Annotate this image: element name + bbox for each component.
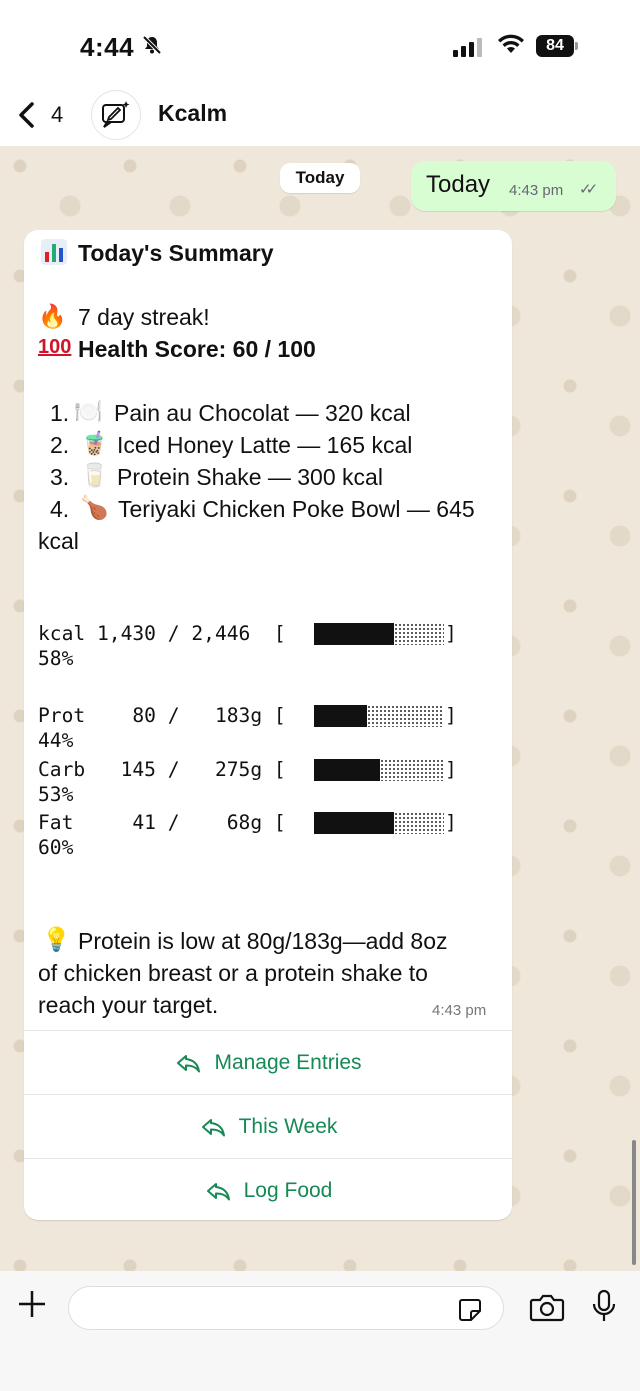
unread-count[interactable]: 4 xyxy=(51,102,64,127)
nutrient-line-kcal: kcal 1,430 / 2,446 [ xyxy=(38,622,286,645)
progress-bar-carb xyxy=(314,759,444,781)
bell-muted-icon xyxy=(141,34,163,62)
list-item-number: 1. xyxy=(50,400,70,426)
tip-text-line: reach your target. xyxy=(38,992,219,1018)
reply-arrow-icon xyxy=(174,1049,202,1077)
milk-glass-icon: 🥛 xyxy=(80,462,109,488)
progress-bar-kcal xyxy=(314,623,444,645)
incoming-summary-message[interactable] xyxy=(24,230,512,1220)
this-week-label: This Week xyxy=(238,1115,338,1138)
tip-text-line: Protein is low at 80g/183g—add 8oz xyxy=(78,928,448,954)
bubble-tea-icon: 🧋 xyxy=(80,430,109,456)
outgoing-message-text: Today xyxy=(426,171,491,198)
back-chevron-icon[interactable] xyxy=(16,98,38,141)
avatar[interactable] xyxy=(91,90,141,140)
wifi-icon xyxy=(497,33,525,60)
summary-title: Today's Summary xyxy=(78,240,274,266)
read-receipt-icon: ✓✓ xyxy=(579,181,593,198)
cellular-signal-icon xyxy=(453,37,482,57)
food-item: Pain au Chocolat — 320 kcal xyxy=(114,400,411,426)
outgoing-message-time: 4:43 pm xyxy=(509,182,564,199)
percent-fat: 60% xyxy=(38,836,74,859)
hundred-points-icon: 100 xyxy=(38,336,72,358)
progress-bar-fat xyxy=(314,812,444,834)
log-food-label: Log Food xyxy=(243,1179,333,1202)
fire-icon: 🔥 xyxy=(38,303,67,329)
battery-tip xyxy=(575,42,578,50)
message-composer xyxy=(0,1271,640,1391)
bar-close: ] xyxy=(445,704,457,727)
list-item-number: 3. xyxy=(50,464,70,490)
date-separator: Today xyxy=(280,163,360,193)
light-bulb-icon: 💡 xyxy=(42,926,71,952)
this-week-button[interactable] xyxy=(24,1095,512,1159)
battery-icon: 84 xyxy=(536,35,574,57)
tip-text-line: of chicken breast or a protein shake to xyxy=(38,960,428,986)
chicken-leg-icon: 🍗 xyxy=(80,494,109,520)
food-item: Protein Shake — 300 kcal xyxy=(117,464,383,490)
manage-entries-label: Manage Entries xyxy=(214,1051,362,1074)
nutrient-line-protein: Prot 80 / 183g [ xyxy=(38,704,286,727)
health-score: Health Score: 60 / 100 xyxy=(78,336,316,362)
chat-title[interactable]: Kcalm xyxy=(158,100,228,126)
food-item: Iced Honey Latte — 165 kcal xyxy=(117,432,413,458)
list-item-number: 2. xyxy=(50,432,70,458)
plus-icon[interactable] xyxy=(16,1285,48,1330)
percent-carb: 53% xyxy=(38,783,74,806)
scrollbar[interactable] xyxy=(632,1140,636,1265)
reply-arrow-icon xyxy=(199,1113,227,1141)
message-input[interactable] xyxy=(68,1286,504,1330)
manage-entries-button[interactable] xyxy=(24,1031,512,1095)
bar-close: ] xyxy=(445,622,457,645)
streak-text: 7 day streak! xyxy=(78,304,210,330)
chat-header xyxy=(0,90,640,146)
nutrient-line-carb: Carb 145 / 275g [ xyxy=(38,758,286,781)
reply-arrow-icon xyxy=(204,1177,232,1205)
chat-bot-pen-icon xyxy=(99,98,133,132)
camera-icon[interactable] xyxy=(529,1293,565,1328)
nutrient-line-fat: Fat 41 / 68g [ xyxy=(38,811,286,834)
food-item-wrap: kcal xyxy=(38,528,79,554)
bar-close: ] xyxy=(445,758,457,781)
bar-close: ] xyxy=(445,811,457,834)
food-item: Teriyaki Chicken Poke Bowl — 645 xyxy=(118,496,475,522)
status-bar xyxy=(0,0,640,90)
sticker-icon[interactable] xyxy=(457,1297,483,1328)
percent-protein: 44% xyxy=(38,729,74,752)
outgoing-message[interactable] xyxy=(411,161,616,211)
progress-bar-protein xyxy=(314,705,444,727)
microphone-icon[interactable] xyxy=(591,1289,617,1330)
status-time: 4:44 xyxy=(80,32,135,62)
log-food-button[interactable] xyxy=(24,1159,512,1223)
incoming-message-time: 4:43 pm xyxy=(432,1002,487,1019)
percent-kcal: 58% xyxy=(38,647,74,670)
list-item-number: 4. xyxy=(50,496,70,522)
plate-icon: 🍽️ xyxy=(74,398,103,424)
bar-chart-icon xyxy=(40,238,68,272)
